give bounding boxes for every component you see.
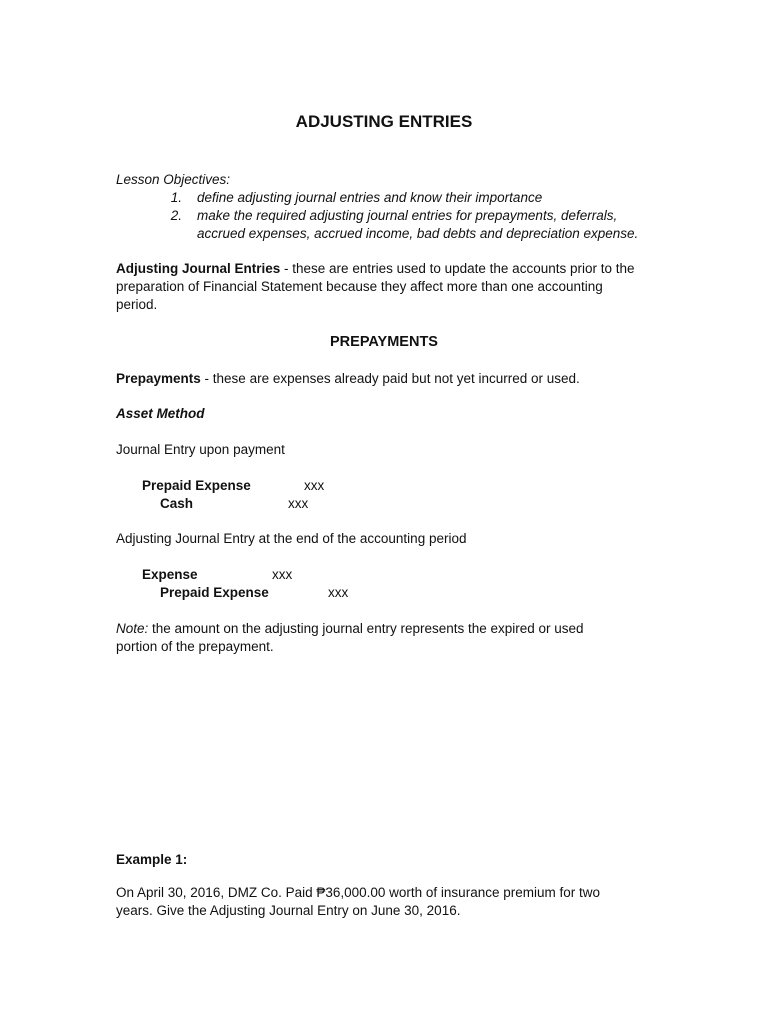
page-title: ADJUSTING ENTRIES <box>295 112 473 131</box>
definition-paragraph <box>116 260 635 314</box>
prepayments-text: - these are expenses already paid but not yet incurred or used. <box>200 371 580 386</box>
definition-text: period. <box>116 297 158 312</box>
debit-amount: xxx <box>272 567 293 582</box>
example-text: years. Give the Adjusting Journal Entry on June 30, 2016. <box>116 903 461 918</box>
section-heading: PREPAYMENTS <box>330 334 438 350</box>
objective-number: 1. <box>170 190 182 205</box>
asset-method-label: Asset Method <box>116 406 205 421</box>
prepayments-term: Prepayments <box>116 371 201 386</box>
note-text: portion of the prepayment. <box>116 639 274 654</box>
credit-account: Cash <box>160 496 194 511</box>
entry-caption: Journal Entry upon payment <box>116 442 285 457</box>
entry-caption: Adjusting Journal Entry at the end of the accounting period <box>116 531 467 546</box>
example-paragraph <box>116 884 600 920</box>
definition-text: preparation of Financial Statement because they affect more than one accounting <box>116 279 603 294</box>
credit-amount: xxx <box>288 496 309 511</box>
definition-term: Adjusting Journal Entries <box>116 261 281 276</box>
definition-text: - these are entries used to update the accounts prior to the <box>280 261 635 276</box>
prepayments-definition <box>116 370 580 388</box>
debit-account: Expense <box>142 567 198 582</box>
note-paragraph <box>116 620 584 656</box>
debit-account: Prepaid Expense <box>142 478 251 493</box>
debit-amount: xxx <box>304 478 325 493</box>
objective-number: 2. <box>170 208 182 223</box>
objective-text: make the required adjusting journal entries for prepayments, deferrals, <box>197 208 618 223</box>
objective-text: define adjusting journal entries and know their importance <box>197 190 543 205</box>
note-label: Note: <box>116 621 149 636</box>
objectives-label: Lesson Objectives: <box>116 172 231 187</box>
credit-account: Prepaid Expense <box>160 585 269 600</box>
objective-text: accrued expenses, accrued income, bad debts and depreciation expense. <box>197 226 639 241</box>
credit-amount: xxx <box>328 585 349 600</box>
example-text: On April 30, 2016, DMZ Co. Paid ₱36,000.00 worth of insurance premium for two <box>116 885 600 900</box>
example-label: Example 1: <box>116 852 188 867</box>
note-text: the amount on the adjusting journal entry represents the expired or used <box>148 621 584 636</box>
